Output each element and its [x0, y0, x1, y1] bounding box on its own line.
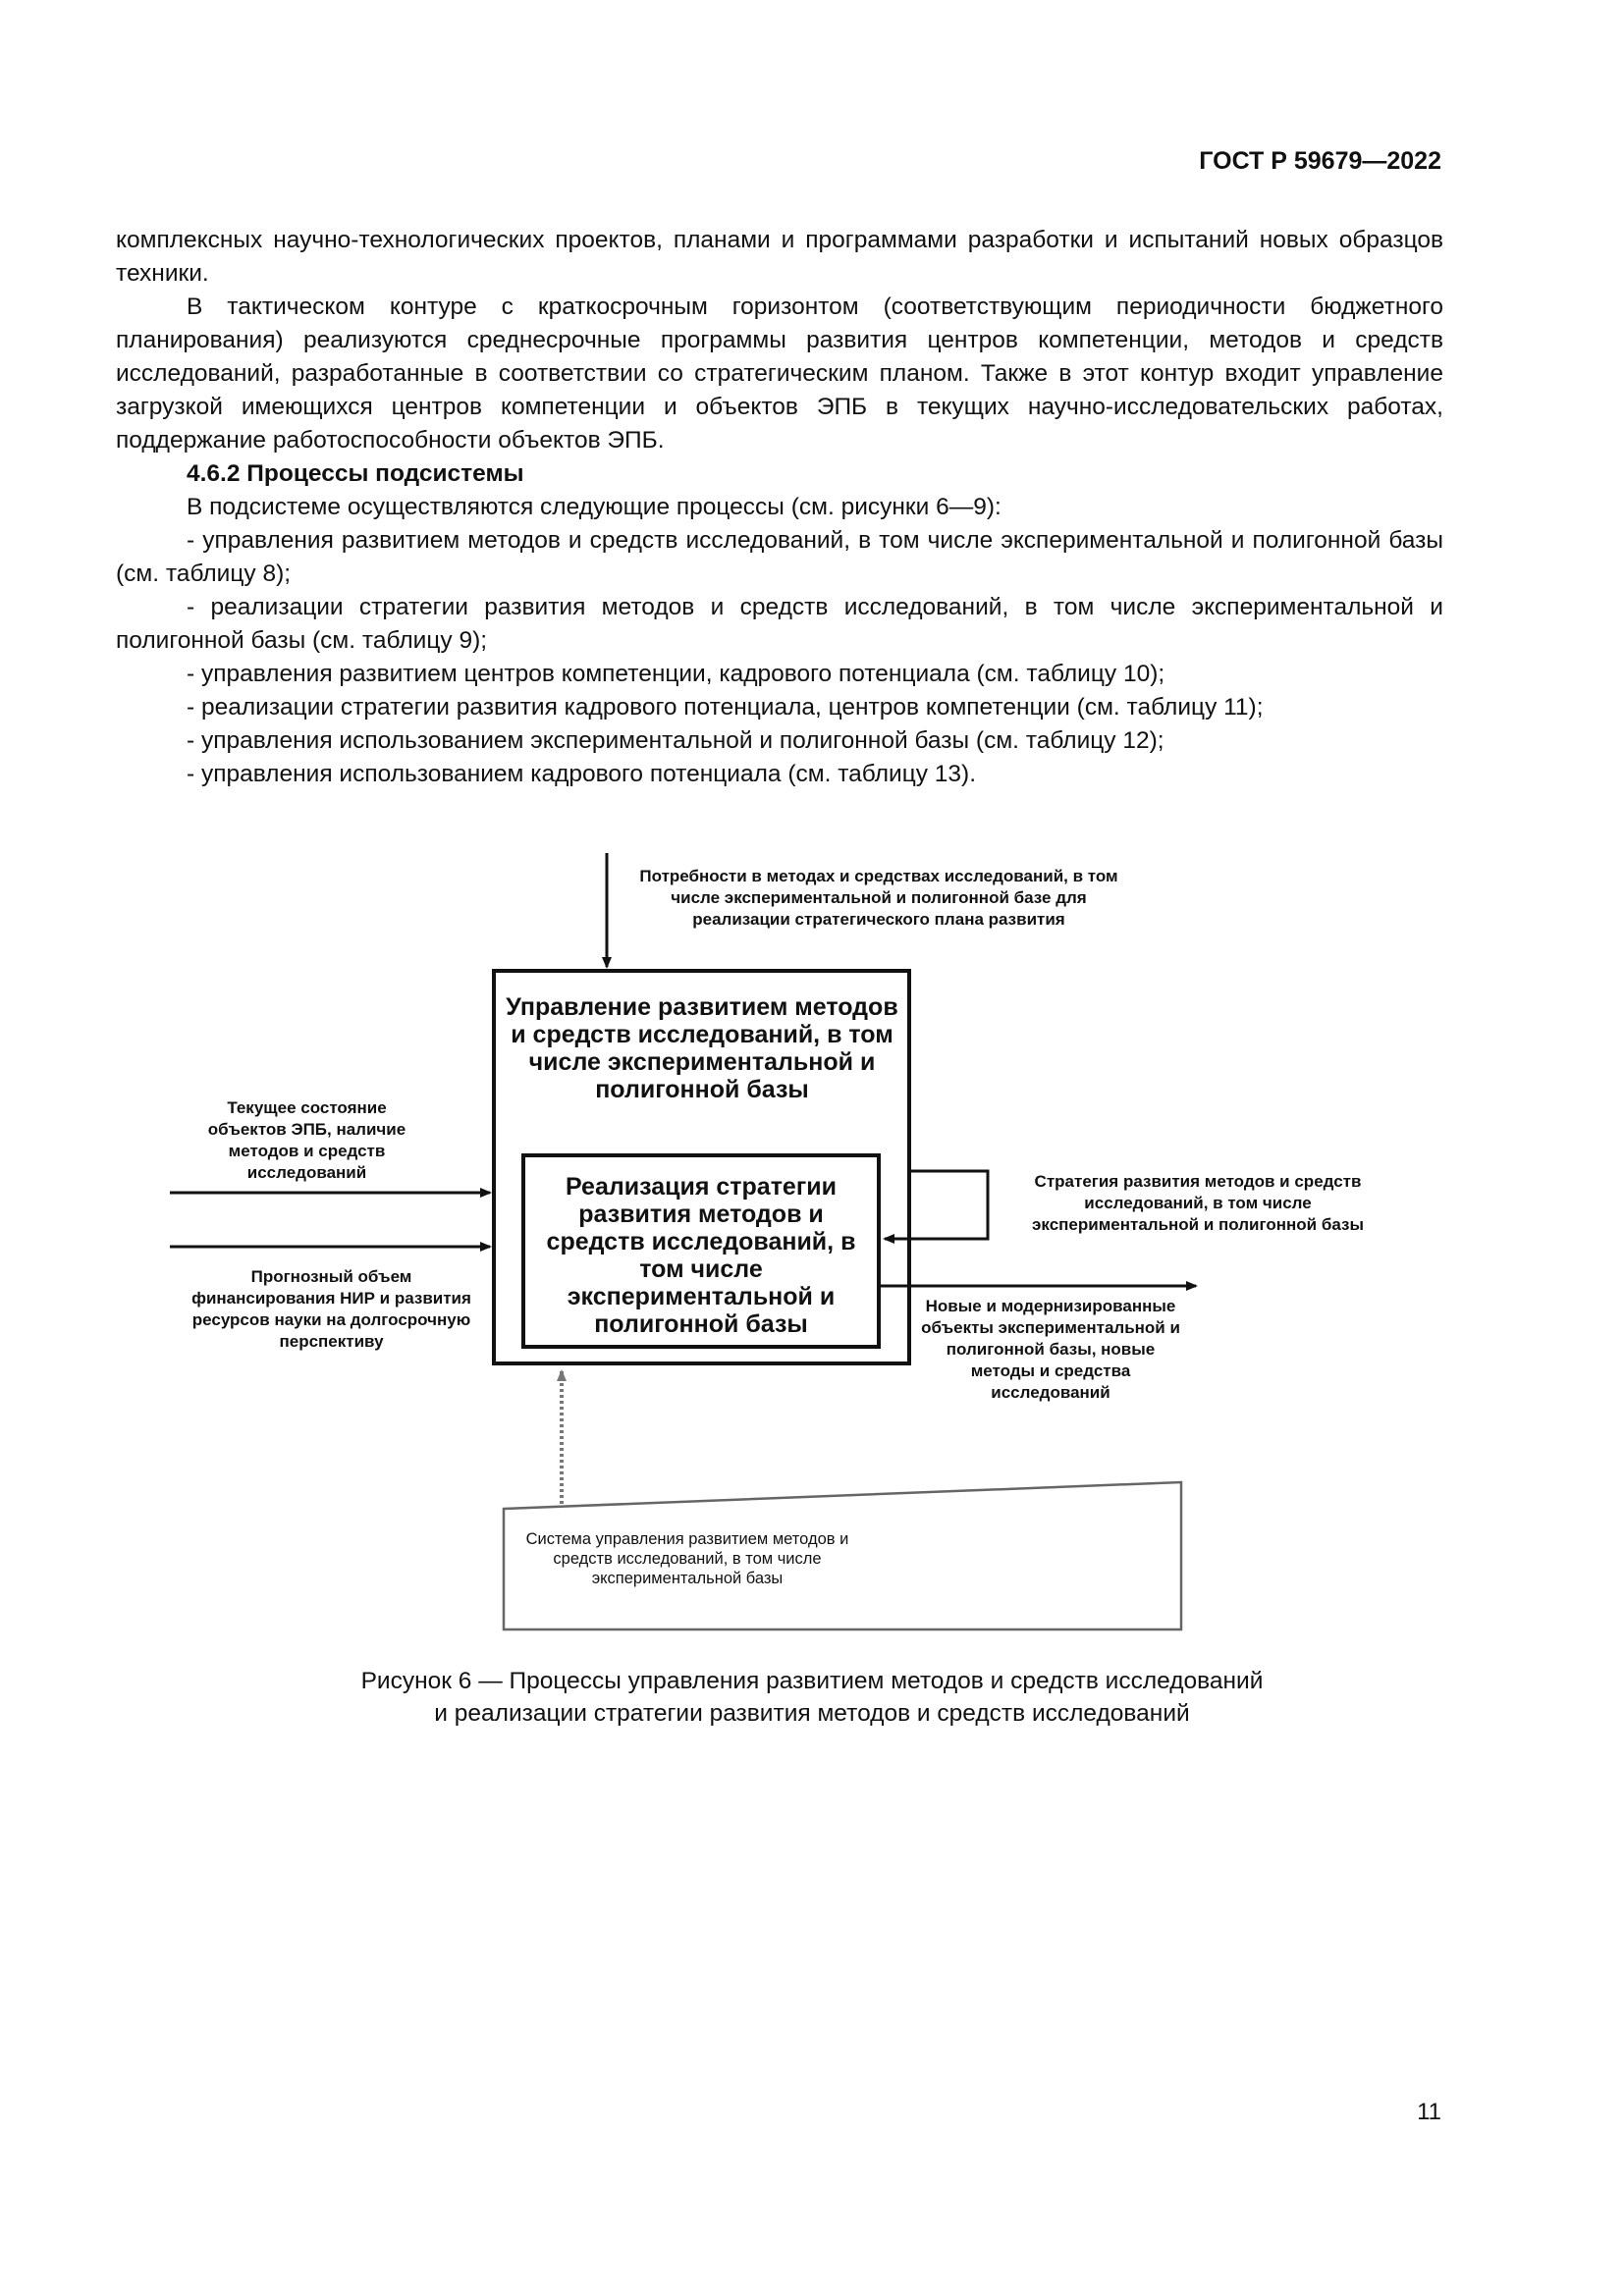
list-item: - управления развитием методов и средств исследований, в том числе экспериментальной и полигонной базы (см. таблицу 8); [116, 527, 1443, 587]
paragraph-continuation: комплексных научно-технологических проектов, планами и программами разработки и испытаний новых образцов техники. [116, 227, 1443, 287]
paragraph-tactical-contour: В тактическом контуре с краткосрочным горизонтом (соответствующим периодичности бюджетного планирования) реализуются среднесрочные программы развития центров компетенции, методов и средств исследований, разработанные в соответствии со стратегическим планом. Также в этот контур входит управление загрузкой имеющихся центров компетенции и объектов ЭПБ в текущих научно-исследовательских работах, поддержание работоспособности объектов ЭПБ. [116, 294, 1443, 454]
figure-caption [196, 1665, 1428, 1730]
outer-box-label: Управление развитием методов и средств исследований, в том числе экспериментальной и полигонной базы [506, 993, 898, 1103]
page-number: 11 [1417, 2099, 1441, 2125]
list-item: - реализации стратегии развития кадрового потенциала, центров компетенции (см. таблицу 11); [187, 694, 1264, 721]
top-input-label: Потребности в методах и средствах исследований, в том числе экспериментальной и полигонной базе для реализации стратегического плана развития [639, 867, 1118, 929]
caption-line-1: Рисунок 6 — Процессы управления развитием методов и средств исследований [360, 1668, 1264, 1694]
inner-box-label: Реализация стратегии развития методов и средств исследований, в том числе экспериментальной и полигонной базы [546, 1173, 856, 1338]
list-item: - реализации стратегии развития методов и средств исследований, в том числе экспериментальной и полигонной базы (см. таблицу 9); [116, 594, 1443, 654]
list-item: - управления развитием центров компетенции, кадрового потенциала (см. таблицу 10); [187, 661, 1165, 687]
caption-line-2: и реализации стратегии развития методов и средств исследований [434, 1700, 1190, 1727]
paragraph-intro: В подсистеме осуществляются следующие процессы (см. рисунки 6—9): [187, 494, 1001, 520]
mechanism-label: Система управления развитием методов и средств исследований, в том числе экспериментальной базы [525, 1530, 849, 1587]
document-code: ГОСТ Р 59679—2022 [1199, 147, 1441, 175]
output-label: Новые и модернизированные объекты экспериментальной и полигонной базы, новые методы и средства исследований [921, 1297, 1180, 1402]
body-text [116, 224, 1443, 791]
feedback-loop-arrow [885, 1171, 988, 1239]
feedback-label: Стратегия развития методов и средств исследований, в том числе экспериментальной и полигонной базы [1032, 1172, 1364, 1234]
left-input-label-2: Прогнозный объем финансирования НИР и развития ресурсов науки на долгосрочную перспективу [191, 1267, 471, 1351]
list-item: - управления использованием экспериментальной и полигонной базы (см. таблицу 12); [187, 727, 1164, 754]
section-heading: 4.6.2 Процессы подсистемы [187, 460, 524, 487]
left-input-label-1: Текущее состояние объектов ЭПБ, наличие методов и средств исследований [207, 1098, 406, 1182]
list-item: - управления использованием кадрового потенциала (см. таблицу 13). [187, 761, 977, 787]
